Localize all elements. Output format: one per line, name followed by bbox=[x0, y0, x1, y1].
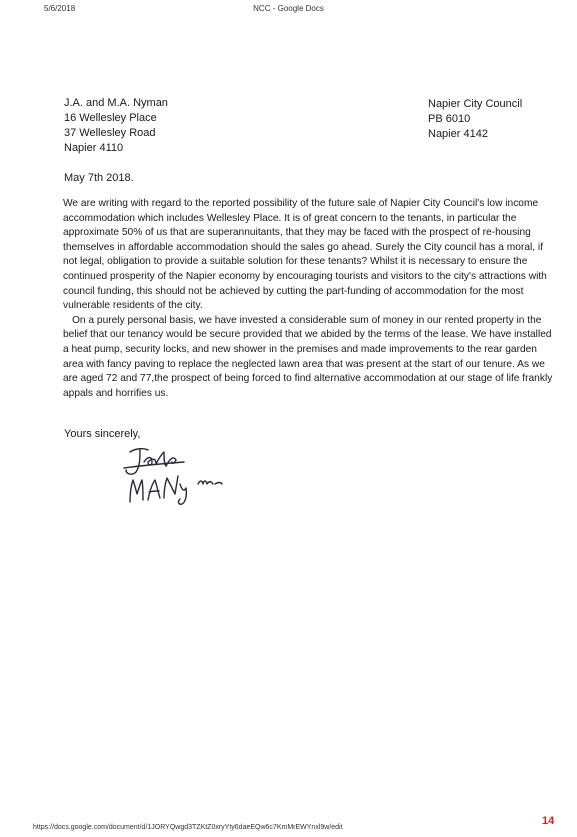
sender-address bbox=[64, 96, 168, 156]
handwritten-signature bbox=[118, 444, 238, 506]
sender-address-line: 37 Wellesley Road bbox=[64, 127, 156, 139]
sender-address-line: 16 Wellesley Place bbox=[64, 112, 157, 124]
page-number: 14 bbox=[542, 815, 555, 827]
sender-city: Napier 4110 bbox=[64, 142, 124, 154]
body-paragraph: On a purely personal basis, we have invested a considerable sum of money in our rented property in the belief that our tenancy would be secure provided that we abided by the terms of the lease. We have installed a heat pump, security locks, and new shower in the premises and made improvements to the rear garden area with fancy paving to replace the neglected lawn area that was present at the start of our tenure. As we are aged 72 and 77,the prospect of being forced to find alternative accommodation at our stage of life frankly appals and horrifies us. bbox=[63, 314, 553, 399]
sender-name: J.A. and M.A. Nyman bbox=[64, 97, 168, 109]
print-title: NCC - Google Docs bbox=[253, 4, 324, 13]
recipient-address-line: PB 6010 bbox=[428, 113, 471, 125]
closing-salutation: Yours sincerely, bbox=[64, 428, 141, 440]
body-paragraph: We are writing with regard to the reported possibility of the future sale of Napier City Council's low income accommodation which includes Wellesley Place. It is of great concern to the tenants, in particular the approximate 50% of us that are superannuitants, that they may be faced with the prospect of re-housing themselves in affordable accommodation should the sales go ahead. Surely the City council has a moral, if not legal, obligation to provide a suitable solution for these tenants? Whilst it is necessary to ensure the continued prosperity of the Napier economy by encouraging tourists and visitors to the city's attractions with council funding, this should not be achieved by cutting the part-funding of accommodation for the most vulnerable residents of the city. bbox=[63, 198, 547, 312]
recipient-name: Napier City Council bbox=[428, 98, 523, 110]
letter-date: May 7th 2018. bbox=[64, 172, 134, 184]
recipient-address bbox=[428, 97, 522, 142]
footer-url: https://docs.google.com/document/d/1JORYQwgd3TZKtZ0xryYty6daeEQw6c7KmMrEWYnxl9w/edit bbox=[33, 824, 343, 831]
print-date: 5/6/2018 bbox=[44, 4, 76, 13]
recipient-city: Napier 4142 bbox=[428, 128, 488, 140]
letter-body bbox=[63, 197, 553, 401]
